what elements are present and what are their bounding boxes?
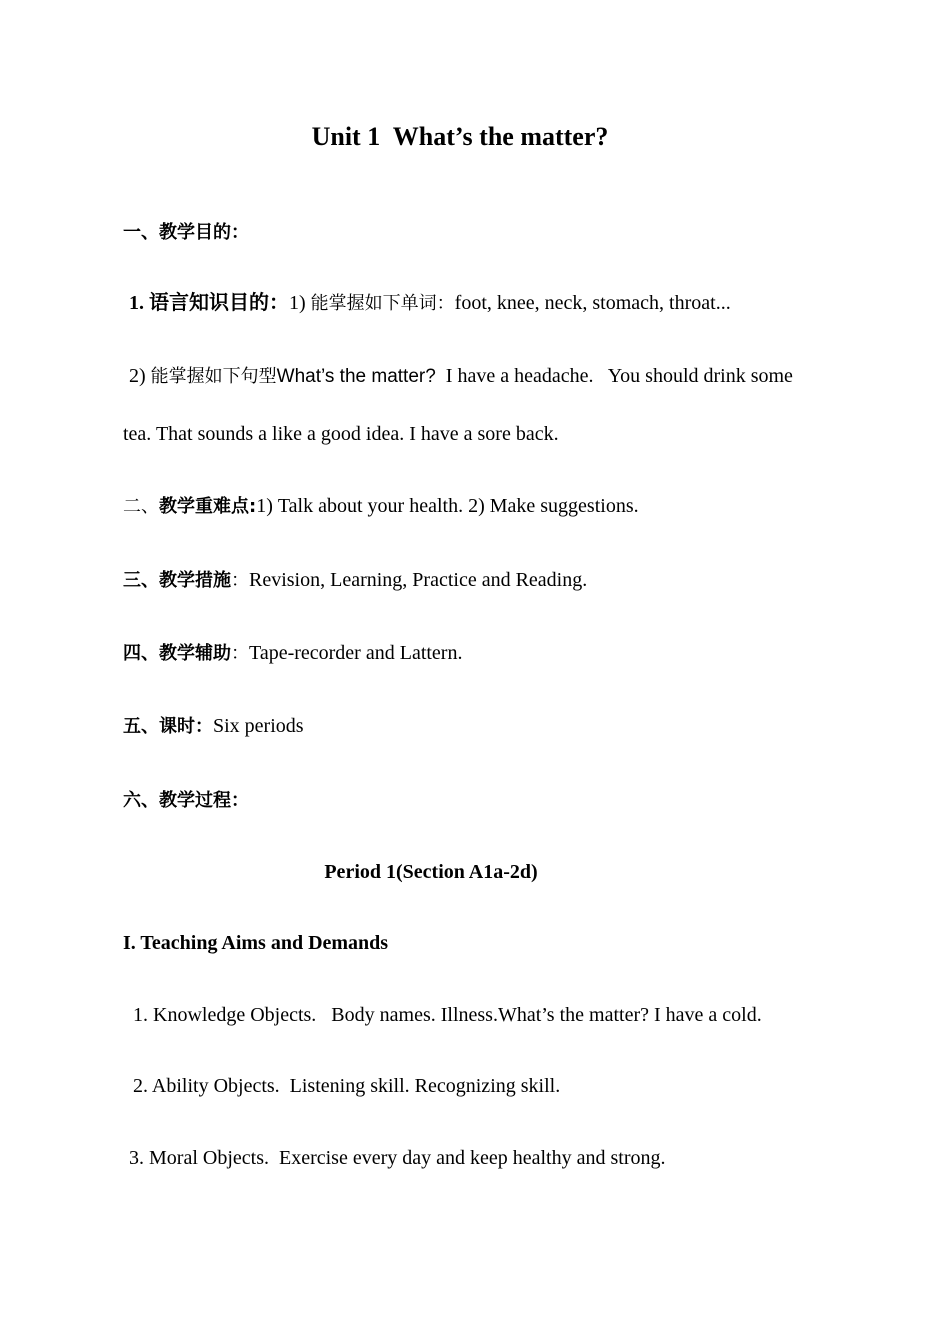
words-intro: 能掌握如下单词：	[310, 293, 455, 314]
item-number: 2)	[129, 365, 151, 387]
section-6-heading	[123, 788, 249, 813]
aims-item-moral: 3. Moral Objects. Exercise every day and keep healthy and strong.	[129, 1147, 666, 1169]
pattern-sentences: I have a headache. You should drink some	[435, 365, 793, 387]
section-5-line	[123, 714, 304, 739]
patterns-intro: 能掌握如下句型	[150, 366, 277, 387]
pattern-question: What’s the matter?	[276, 366, 436, 387]
section-5-label: 五、课时：	[123, 716, 213, 737]
item-number: 1)	[289, 292, 311, 314]
sentence-patterns-line	[129, 364, 793, 389]
period-heading: Period 1(Section A1a-2d)	[324, 861, 538, 883]
section-4-colon: ：	[231, 643, 249, 664]
section-6-heading-text: 六、教学过程：	[123, 790, 249, 811]
section-3-label: 三、教学措施	[123, 570, 231, 591]
sentence-patterns-line-2	[123, 422, 559, 446]
section-3-text: Revision, Learning, Practice and Reading.	[249, 569, 588, 591]
section-3-line	[123, 568, 587, 593]
section-2-prefix: 二、	[123, 496, 159, 517]
language-objectives-label: 1. 语言知识目的：	[129, 292, 289, 314]
section-4-line	[123, 641, 462, 666]
aims-item-knowledge: 1. Knowledge Objects. Body names. Illness.What’s the matter? I have a cold.	[133, 1004, 762, 1026]
section-4-label: 四、教学辅助	[123, 643, 231, 664]
section-2-label: 教学重难点:	[159, 496, 257, 517]
vocabulary-words: foot, knee, neck, stomach, throat...	[454, 292, 731, 314]
section-5-text: Six periods	[213, 715, 304, 737]
section-1-heading-text: 一、教学目的：	[123, 222, 249, 243]
section-3-colon: ：	[231, 570, 249, 591]
aims-item-ability: 2. Ability Objects. Listening skill. Recognizing skill.	[133, 1075, 561, 1097]
teaching-aims-heading: I. Teaching Aims and Demands	[123, 932, 389, 954]
section-2-line	[123, 494, 639, 519]
pattern-sentences-continued: tea. That sounds a like a good idea. I have a sore back.	[123, 423, 559, 445]
language-objectives-line	[129, 291, 731, 316]
section-4-text: Tape-recorder and Lattern.	[249, 642, 463, 664]
section-2-text: 1) Talk about your health. 2) Make suggestions.	[256, 495, 639, 517]
section-1-heading	[123, 220, 249, 245]
page-title: Unit 1 What’s the matter?	[311, 122, 609, 151]
